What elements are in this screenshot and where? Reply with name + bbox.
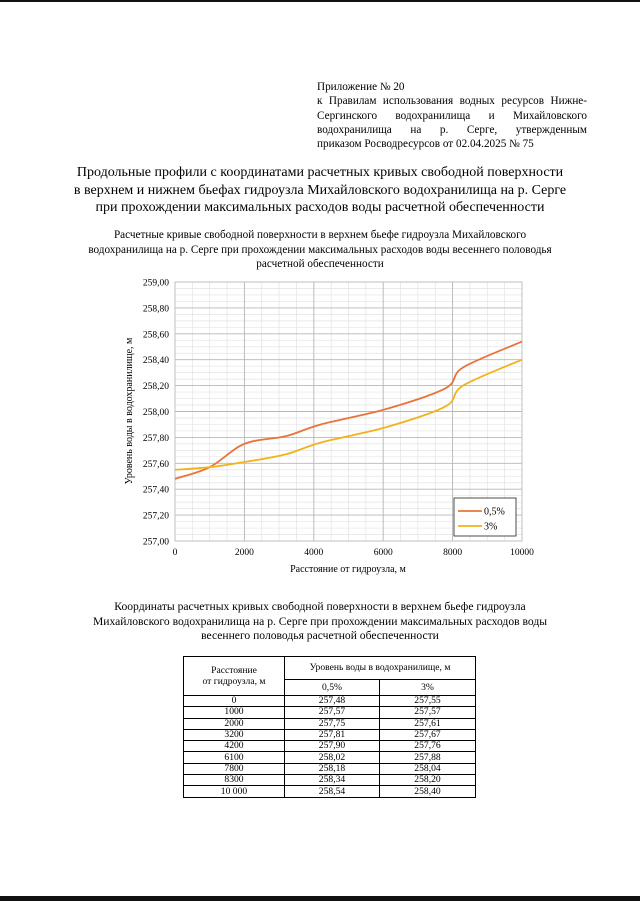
document-title-line: при прохождении максимальных расходов воды расчетной обеспеченности xyxy=(95,200,545,215)
distance-cell: 0 xyxy=(184,696,285,707)
x-tick-label: 4000 xyxy=(304,548,324,558)
y-axis-label: Уровень воды в водохранилище, м xyxy=(124,337,135,485)
water-level-chart xyxy=(108,270,538,585)
distance-header-line: от гидроузла, м xyxy=(202,676,266,687)
y-tick-label: 258,40 xyxy=(142,356,169,367)
level-cell: 257,67 xyxy=(380,729,476,740)
x-axis-label: Расстояние от гидроузла, м xyxy=(290,564,406,575)
distance-cell: 2000 xyxy=(184,718,285,729)
y-tick-label: 257,80 xyxy=(142,433,169,444)
table-row xyxy=(184,707,476,718)
chart-legend xyxy=(454,498,516,536)
x-tick-label: 6000 xyxy=(373,548,393,558)
level-cell: 257,76 xyxy=(380,741,476,752)
legend-label-1: 0,5% xyxy=(484,506,505,518)
water-level-chart-svg xyxy=(108,270,538,580)
document-title xyxy=(50,164,590,217)
appendix-line: к Правилам использования водных ресурсов Нижне- xyxy=(317,95,587,108)
table-row xyxy=(184,696,476,707)
level-cell: 257,57 xyxy=(380,707,476,718)
document-title-line: Продольные профили с координатами расчетных кривых свободной поверхности xyxy=(76,165,564,180)
level-cell: 258,04 xyxy=(380,763,476,774)
level-cell: 257,48 xyxy=(285,696,380,707)
distance-cell: 3200 xyxy=(184,729,285,740)
y-tick-label: 258,20 xyxy=(142,382,169,393)
y-tick-label: 258,00 xyxy=(142,408,169,418)
table-row xyxy=(184,763,476,774)
y-tick-label: 258,60 xyxy=(142,330,169,341)
distance-cell: 6100 xyxy=(184,752,285,763)
table-row xyxy=(184,741,476,752)
table-title-line: весеннего половодья расчетной обеспеченности xyxy=(201,629,439,642)
chart-title-line: Расчетные кривые свободной поверхности в верхнем бьефе гидроузла Михайловского xyxy=(113,229,527,241)
table-header-row xyxy=(184,657,476,680)
distance-cell: 7800 xyxy=(184,763,285,774)
level-cell: 258,34 xyxy=(285,775,380,786)
scan-border-top xyxy=(0,0,640,2)
appendix-line: приказом Росводресурсов от 02.04.2025 № 75 xyxy=(317,138,534,151)
level-cell: 258,20 xyxy=(380,775,476,786)
x-tick-label: 2000 xyxy=(234,548,254,558)
probability-header-05: 0,5% xyxy=(285,680,380,696)
level-cell: 257,61 xyxy=(380,718,476,729)
distance-cell: 10 000 xyxy=(184,786,285,797)
level-cell: 258,54 xyxy=(285,786,380,797)
table-row xyxy=(184,718,476,729)
coordinates-table xyxy=(183,656,476,798)
y-tick-label: 257,20 xyxy=(142,511,169,522)
level-cell: 257,90 xyxy=(285,741,380,752)
scan-border-bottom xyxy=(0,896,640,901)
table-title-line: Координаты расчетных кривых свободной поверхности в верхнем бьефе гидроузла xyxy=(114,600,526,613)
table-row xyxy=(184,752,476,763)
y-tick-label: 259,00 xyxy=(142,278,169,289)
table-row xyxy=(184,729,476,740)
table-row xyxy=(184,786,476,797)
distance-cell: 4200 xyxy=(184,741,285,752)
y-tick-label: 257,60 xyxy=(142,459,169,470)
x-tick-label: 8000 xyxy=(443,548,463,558)
distance-cell: 1000 xyxy=(184,707,285,718)
distance-cell: 8300 xyxy=(184,775,285,786)
level-cell: 258,18 xyxy=(285,763,380,774)
probability-header-3: 3% xyxy=(380,680,476,696)
distance-header-line: Расстояние xyxy=(211,664,257,676)
x-tick-label: 0 xyxy=(172,548,178,558)
level-cell: 258,40 xyxy=(380,786,476,797)
legend-label-2: 3% xyxy=(484,521,498,533)
chart-title-line: водохранилища на р. Серге при прохождении максимальных расходов воды весеннего половодья xyxy=(88,243,552,256)
x-tick-label: 10000 xyxy=(510,548,534,558)
level-cell: 257,75 xyxy=(285,718,380,729)
appendix-line: Сергинского водохранилища и Михайловского xyxy=(317,109,587,122)
appendix-line: водохранилища на р. Серге, утвержденным xyxy=(317,123,587,136)
document-title-line: в верхнем и нижнем бьефах гидроузла Михайловского водохранилища на р. Серге xyxy=(73,182,567,198)
chart-title-line: расчетной обеспеченности xyxy=(256,258,384,270)
water-level-header: Уровень воды в водохранилище, м xyxy=(285,657,476,680)
appendix-note xyxy=(317,80,587,151)
y-tick-label: 258,80 xyxy=(142,304,169,315)
table-title xyxy=(55,600,585,644)
y-tick-label: 257,40 xyxy=(142,485,169,496)
table-row xyxy=(184,775,476,786)
level-cell: 257,55 xyxy=(380,696,476,707)
distance-header xyxy=(184,657,285,696)
chart-title xyxy=(40,228,600,272)
level-cell: 257,81 xyxy=(285,729,380,740)
appendix-line: Приложение № 20 xyxy=(317,81,405,93)
level-cell: 257,88 xyxy=(380,752,476,763)
level-cell: 257,57 xyxy=(285,707,380,718)
level-cell: 258,02 xyxy=(285,752,380,763)
y-tick-label: 257,00 xyxy=(142,537,169,548)
table-title-line: Михайловского водохранилища на р. Серге при прохождении максимальных расходов воды xyxy=(92,614,548,628)
